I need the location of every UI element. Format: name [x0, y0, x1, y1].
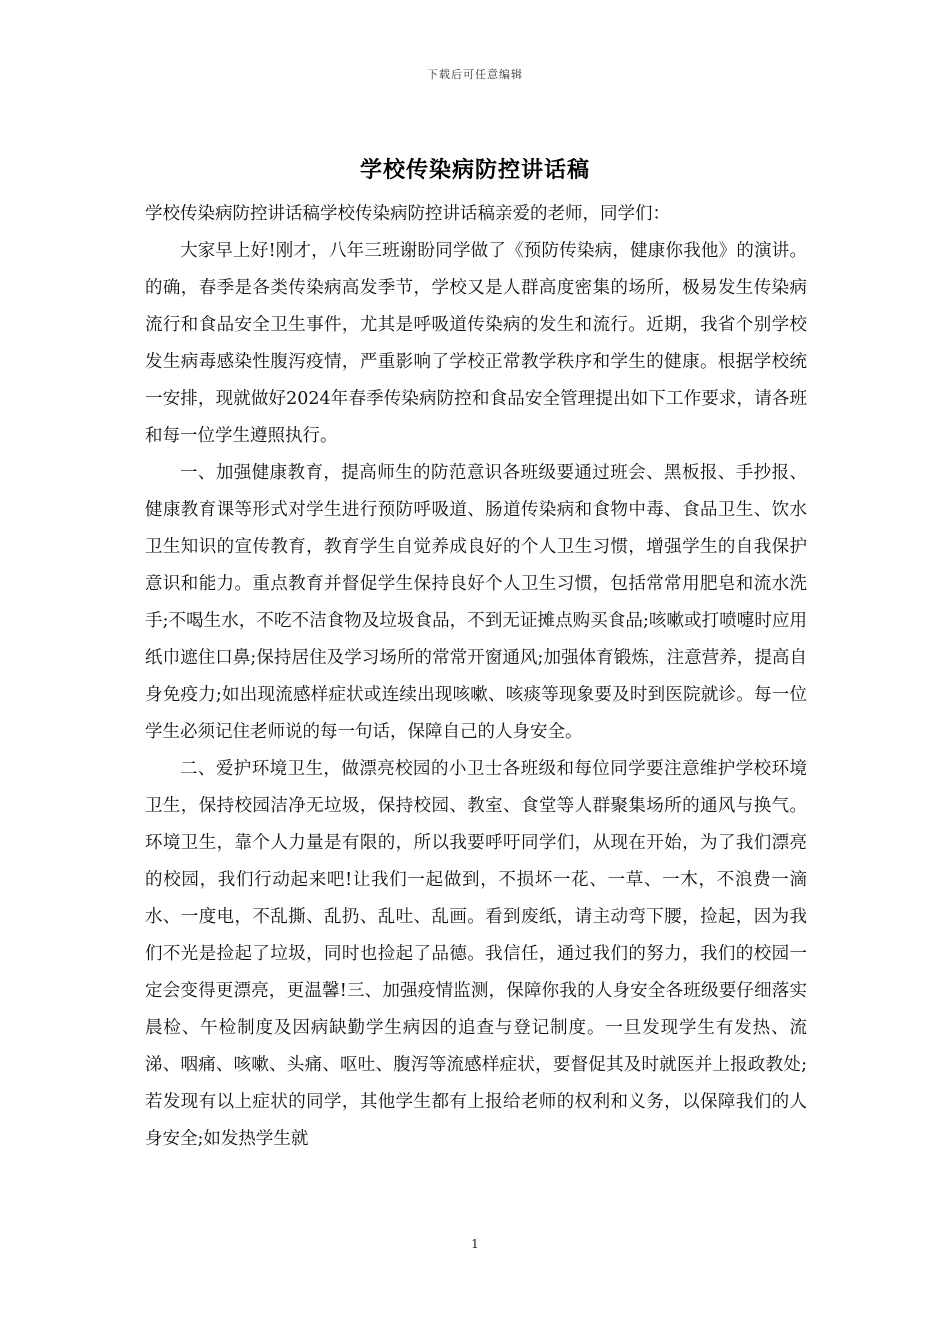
header-note: 下载后可任意编辑	[427, 68, 523, 81]
page-title: 学校传染病防控讲话稿	[359, 157, 590, 183]
page-number: 1	[471, 1237, 479, 1251]
paragraph-salutation: 学校传染病防控讲话稿学校传染病防控讲话稿亲爱的老师，同学们：	[145, 204, 670, 224]
paragraph-opening: 大家早上好!刚才，八年三班谢盼同学做了《预防传染病，健康你我他》的演讲。的确，春季是各类传染病高发季节，学校又是人群高度密集的场所，极易发生传染病流行和食品安全卫生事件，尤其是呼吸道传染病的发生和流行。近期，我省个别学校发生病毒感染性腹泻疫情，严重影响了学校正常教学秩序和学生的健康。根据学校统一安排，现就做好2024年春季传染病防控和食品安全管理提出如下工作要求，请各班和每一位学生遵照执行。	[145, 241, 807, 446]
document-body	[145, 196, 807, 1158]
paragraph-section-one: 一、加强健康教育，提高师生的防范意识各班级要通过班会、黑板报、手抄报、健康教育课等形式对学生进行预防呼吸道、肠道传染病和食物中毒、食品卫生、饮水卫生知识的宣传教育，教育学生自觉养成良好的个人卫生习惯，增强学生的自我保护意识和能力。重点教育并督促学生保持良好个人卫生习惯，包括常常用肥皂和流水洗手;不喝生水，不吃不洁食物及垃圾食品，不到无证摊点购买食品;咳嗽或打喷嚏时应用纸巾遮住口鼻;保持居住及学习场所的常常开窗通风;加强体育锻炼，注意营养，提高自身免疫力;如出现流感样症状或连续出现咳嗽、咳痰等现象要及时到医院就诊。每一位学生必须记住老师说的每一句话，保障自己的人身安全。	[145, 463, 807, 742]
paragraph-section-two: 二、爱护环境卫生，做漂亮校园的小卫士各班级和每位同学要注意维护学校环境卫生，保持校园洁净无垃圾，保持校园、教室、食堂等人群聚集场所的通风与换气。环境卫生，靠个人力量是有限的，所以我要呼吁同学们，从现在开始，为了我们漂亮的校园，我们行动起来吧!让我们一起做到，不损坏一花、一草、一木，不浪费一滴水、一度电，不乱撕、乱扔、乱吐、乱画。看到废纸，请主动弯下腰，捡起，因为我们不光是捡起了垃圾，同时也捡起了品德。我信任，通过我们的努力，我们的校园一定会变得更漂亮，更温馨!三、加强疫情监测，保障你我的人身安全各班级要仔细落实晨检、午检制度及因病缺勤学生病因的追查与登记制度。一旦发现学生有发热、流涕、咽痛、咳嗽、头痛、呕吐、腹泻等流感样症状，要督促其及时就医并上报政教处;若发现有以上症状的同学，其他学生都有上报给老师的权利和义务，以保障我们的人身安全;如发热学生就	[145, 759, 807, 1149]
